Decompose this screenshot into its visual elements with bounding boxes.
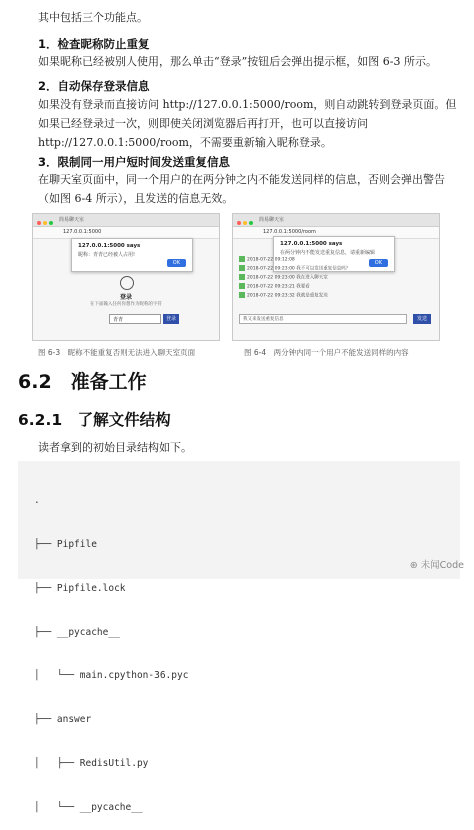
chat-message: 2018-07-22 09:23:00 我在进入聊天室: [239, 274, 328, 281]
address-bar: 127.0.0.1:5000: [33, 227, 219, 239]
dialog-message: 昵称：青青已经被人占用!: [78, 252, 136, 258]
login-hint: 在下面输入任何你想作为昵称的字符: [90, 302, 162, 307]
chat-message: 2018-07-22 09:23:00 我不可以发送重复信息吗？: [239, 265, 350, 272]
section-1-heading: 1．检查昵称防止重复: [38, 37, 150, 51]
figure-6-4-caption: 图 6-4 两分钟内同一个用户不能发送同样的内容: [244, 348, 409, 357]
section-2-heading: 2．自动保存登录信息: [38, 79, 150, 93]
section-1-body: 如果昵称已经被别人使用，那么单击“登录”按钮后会弹出提示框，如图 6-3 所示。: [38, 55, 437, 68]
ok-button: OK: [369, 259, 388, 267]
login-title: 登录: [119, 294, 132, 301]
paragraph: 读者拿到的初始目录结构如下。: [38, 441, 192, 454]
user-icon: [120, 276, 134, 290]
tab-title: 简易聊天室: [59, 217, 85, 223]
tree-line: ├── Pipfile: [34, 538, 97, 550]
section-heading: 6.2 准备工作: [18, 371, 147, 393]
tab-title: 简易聊天室: [259, 217, 285, 223]
subsection-heading: 6.2.1 了解文件结构: [18, 411, 171, 429]
figure-6-3-caption: 图 6-3 昵称不能重复否则无法进入聊天室页面: [38, 348, 196, 357]
tree-line: .: [34, 495, 40, 507]
section-3-heading: 3．限制同一用户短时间发送重复信息: [38, 155, 230, 169]
tree-line: ├── Pipfile.lock: [34, 582, 126, 594]
nickname-input: 青青: [109, 314, 161, 324]
chat-message: 2018-07-22 09:12:08: [239, 256, 295, 263]
dialog-message: 在两分钟内不能发送重复信息，请重新编辑: [280, 250, 376, 256]
address-bar: 127.0.0.1:5000/room: [233, 227, 439, 239]
message-input: 我又来发送重复信息: [239, 314, 407, 324]
alert-dialog: [71, 238, 193, 272]
chat-message: 2018-07-22 09:23:21 我要看: [239, 283, 310, 290]
chat-message: 2018-07-22 09:23:32 我就是重复发送: [239, 292, 328, 299]
intro-text: 其中包括三个功能点。: [38, 11, 148, 24]
section-3-body: 在聊天室页面中，同一个用户的在两分钟之内不能发送同样的信息，否则会弹出警告（如图 6-4 所示），且发送的信息无效。: [38, 173, 445, 205]
tree-line: │ └── __pycache__: [34, 801, 143, 813]
send-button: 发送: [413, 314, 431, 324]
figure-6-3: [32, 213, 220, 341]
tree-line: ├── __pycache__: [34, 626, 120, 638]
tree-line: │ ├── RedisUtil.py: [34, 757, 149, 769]
directory-tree: [18, 461, 460, 813]
ok-button: OK: [167, 259, 186, 267]
tree-line: ├── answer: [34, 714, 92, 726]
dialog-title: 127.0.0.1:5000 says: [280, 241, 343, 247]
browser-tab-bar: [33, 214, 219, 227]
tree-line: │ └── main.cpython-36.pyc: [34, 670, 189, 682]
section-2-body: 如果没有登录而直接访问 http://127.0.0.1:5000/room，则自动跳转到登录页面。但如果已经登录过一次，则即使关闭浏览器后再打开，也可以直接访问 http://127.0.0.1:5000/room，不需要重新输入昵称登录。: [38, 98, 457, 149]
watermark: ⊛ 未闻Code: [409, 560, 464, 571]
dialog-title: 127.0.0.1:5000 says: [78, 243, 141, 249]
login-button: 登录: [163, 314, 179, 324]
figure-6-4: [232, 213, 440, 341]
browser-tab-bar: [233, 214, 439, 227]
